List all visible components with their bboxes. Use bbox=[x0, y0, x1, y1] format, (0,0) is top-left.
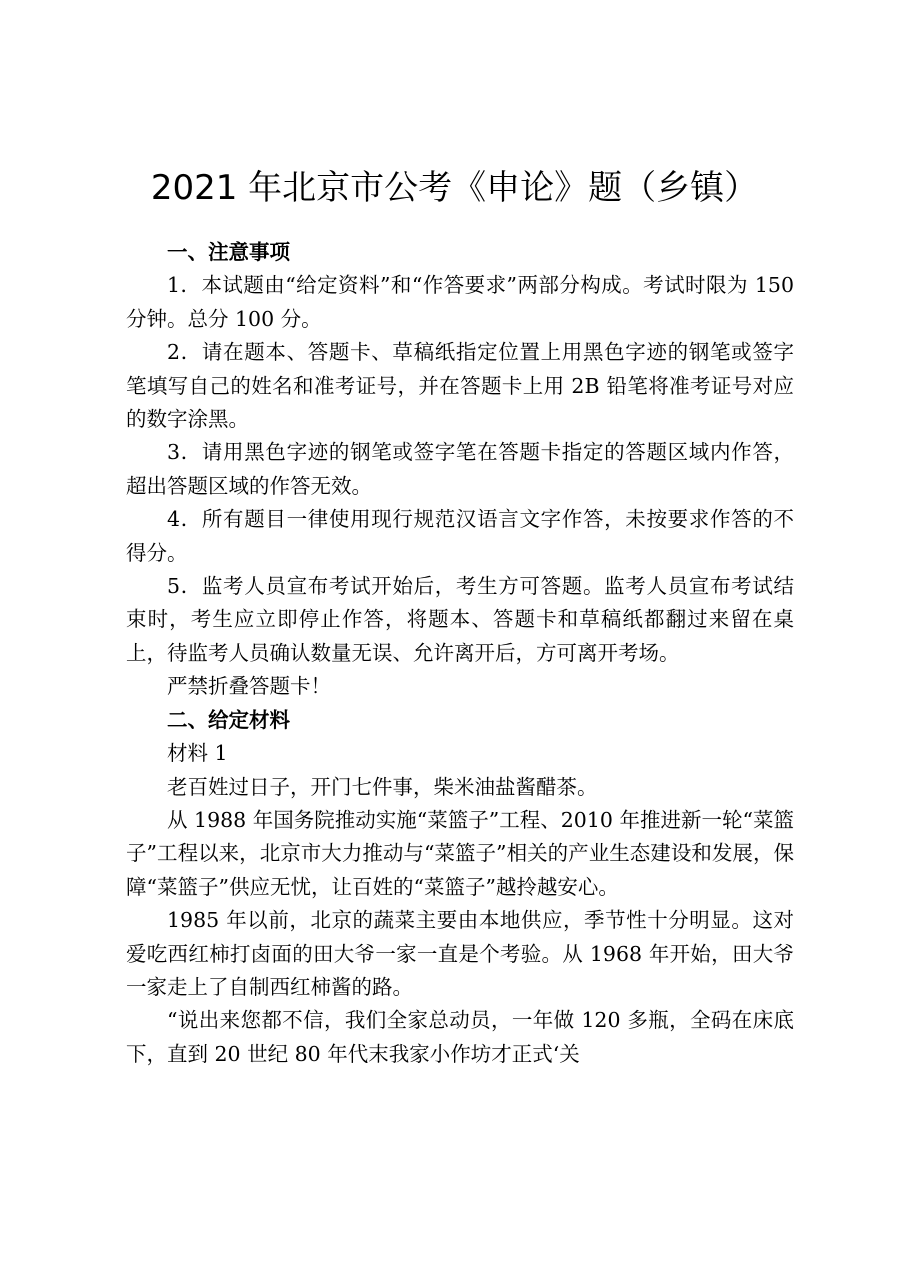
material-paragraph-3: 1985 年以前，北京的蔬菜主要由本地供应，季节性十分明显。这对爱吃西红柿打卤面的田大爷一家一直是个考验。从 1968 年开始，田大爷一家走上了自制西红柿酱的路。 bbox=[126, 908, 794, 999]
notice-item-3: 3．请用黑色字迹的钢笔或签字笔在答题卡指定的答题区域内作答，超出答题区域的作答无效。 bbox=[126, 440, 794, 498]
document-body bbox=[126, 236, 794, 1071]
material-paragraph-2: 从 1988 年国务院推动实施“菜篮子”工程、2010 年推进新一轮“菜篮子”工程以来，北京市大力推动与“菜篮子”相关的产业生态建设和发展，保障“菜篮子”供应无忧，让百姓的“菜篮子”越拎越安心。 bbox=[126, 807, 794, 899]
material-paragraph-4: “说出来您都不信，我们全家总动员，一年做 120 多瓶，全码在床底下，直到 20 世纪 80 年代末我家小作坊才正式‘关 bbox=[126, 1008, 794, 1066]
notice-item-1: 1．本试题由“给定资料”和“作答要求”两部分构成。考试时限为 150 分钟。总分 100 分。 bbox=[126, 273, 794, 331]
warning-text: 严禁折叠答题卡！ bbox=[167, 674, 331, 699]
notice-item-2: 2．请在题本、答题卡、草稿纸指定位置上用黑色字迹的钢笔或签字笔填写自己的姓名和准考证号，并在答题卡上用 2B 铅笔将准考证号对应的数字涂黑。 bbox=[126, 340, 794, 432]
material-label: 材料 1 bbox=[167, 741, 228, 766]
section-heading-notes: 一、注意事项 bbox=[167, 240, 290, 264]
material-paragraph-1: 老百姓过日子，开门七件事，柴米油盐酱醋茶。 bbox=[167, 774, 598, 799]
notice-item-4: 4．所有题目一律使用现行规范汉语言文字作答，未按要求作答的不得分。 bbox=[126, 507, 794, 565]
notice-item-5: 5．监考人员宣布考试开始后，考生方可答题。监考人员宣布考试结束时，考生应立即停止作答，将题本、答题卡和草稿纸都翻过来留在桌上，待监考人员确认数量无误、允许离开后，方可离开考场。 bbox=[126, 574, 794, 665]
section-heading-materials: 二、给定材料 bbox=[167, 707, 290, 732]
page-title: 2021 年北京市公考《申论》题（乡镇） bbox=[150, 168, 759, 208]
